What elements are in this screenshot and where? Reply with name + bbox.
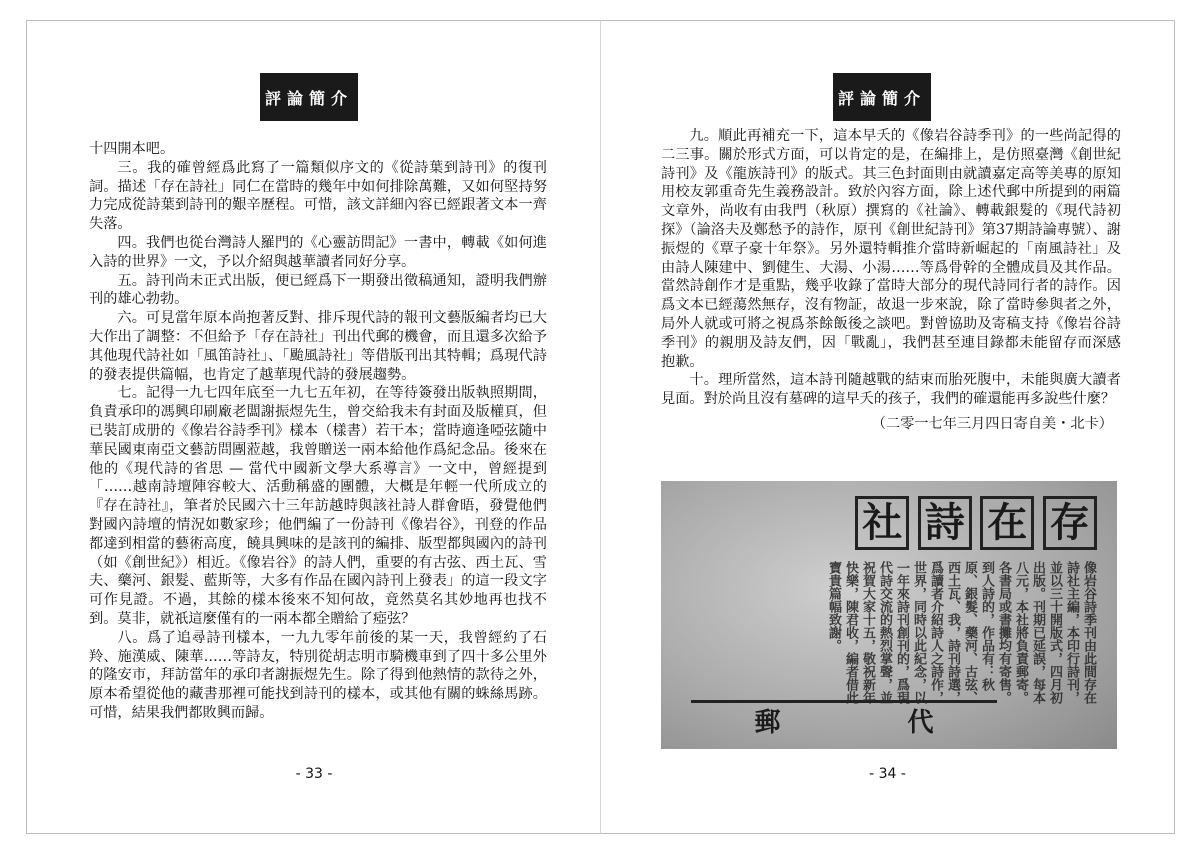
page-number: - 34 - — [869, 766, 906, 782]
clipping-footer-char: 郵 — [754, 707, 781, 738]
paragraph-8: 八。爲了追尋詩刊樣本，一九九零年前後的某一天，我曾經約了石羚、施漢威、陳華……等詩友，特別從胡志明市騎機車到了四十多公里外的隆安市，拜訪當年的承印者謝振煜先生。除了得到他熱情的款待之外，原本希望從他的藏書那裡可能找到詩刊的樣本，或其他有關的蛛絲馬跡。可惜，結果我們都敗興而歸。 — [89, 629, 547, 721]
right-page-text — [661, 127, 1121, 434]
clipping-title-char: 在 — [980, 496, 1034, 550]
right-page — [600, 20, 1175, 834]
left-page-text — [89, 140, 547, 723]
paragraph-3: 三。我的確曾經爲此寫了一篇類似序文的《從詩葉到詩刊》的復刊詞。描述「存在詩社」同仁在當時的幾年中如何排除萬難，又如何堅持努力完成從詩葉到詩刊的艱辛歷程。可惜，該文詳細內容已經跟著文本一齊失落。 — [89, 159, 547, 233]
clipping-title — [851, 495, 1101, 551]
newspaper-clipping-image — [661, 481, 1117, 749]
paragraph-7: 七。記得一九七四年底至一九七五年初，在等待簽發出版執照期間，負責承印的馮興印刷廠老闆謝振煜先生，曾交給我未有封面及版權頁，但已裝訂成册的《像岩谷詩季刊》樣本（樣書）若干本；當時適逢啞弦隨中華民國東南亞文藝訪問團蒞越，我曾贈送一兩本給他作爲紀念品。後來在他的《現代詩的省思 — 當代中國新文學大系導言》一文中，曾經提到「……越南詩壇陣容較大、活動稱盛的團體，大概是年輕一代所成立的『存在詩社』，筆者於民國六十三年訪越時與該社詩人群會晤，發覺他們對國內詩壇的情況如數家珍；他們編了一份詩刊《像岩谷》，刊登的作品都達到相當的藝術高度，饒具興味的是該刊的編排、版型都與國內的詩刊（如《創世紀》）相近。《像岩谷》的詩人們，重要的有古弦、西土瓦、雪夫、藥河、銀髮、藍斯等，大多有作品在國內詩刊上發表」的這一段文字可作見證。不過，其餘的樣本後來不知何故，竟然莫名其妙地再也找不到。莫非，就祇這麼僅有的一兩本都全贈給了瘂弦？ — [89, 385, 547, 627]
clipping-title-char: 社 — [855, 496, 909, 550]
clipping-footer — [691, 700, 997, 737]
signature-line: （二零一七年三月四日寄自美・北卡） — [871, 415, 1113, 432]
paragraph-4: 四。我們也從台灣詩人羅門的《心靈訪問記》一書中，轉載《如何進入詩的世界》一文，予以介紹與越華讀者同好分享。 — [89, 234, 547, 270]
section-header-badge: 評論簡介 — [260, 73, 358, 121]
page-number: - 33 - — [295, 766, 333, 782]
paragraph-9: 九。順此再補充一下，這本早夭的《像岩谷詩季刊》的一些尚記得的二三事。關於形式方面，可以肯定的是，在編排上，是仿照臺灣《創世紀詩刊》及《龍族詩刊》的版式。其三色封面則由就讀嘉定高等美專的原知用校友郭重奇先生義務設計。致於內容方面，除上述代郵中所提到的兩篇文章外，尚收有由我門（秋原）撰寫的《社論》、轉載銀髮的《現代詩初探》（論洛夫及鄭愁予的詩作，原刊《創世紀詩刊》第37期詩論專號）、謝振煜的《覃子豪十年祭》。另外還特輯推介當時新崛起的「南風詩社」及由詩人陳建中、劉健生、大湯、小湯……等爲骨幹的全體成員及其作品。當然詩創作才是重點，幾乎收錄了當時大部分的現代詩同行者的詩作。因爲文本已經蕩然無存，沒有物証，故退一步來說，除了當時參與者之外，局外人就或可將之視爲茶餘飯後之談吧。對曾協助及寄稿支持《像岩谷詩季刊》的親朋及詩友們，因「戰亂」，我們甚至連目錄都未能留存而深感抱歉。 — [661, 128, 1121, 370]
clipping-title-char: 詩 — [918, 496, 972, 550]
section-header-badge: 評論簡介 — [833, 73, 931, 121]
clipping-body-text: 像岩谷詩季刊由此間存在詩社主編，本印行詩刊，並以三十開版式，四月初出版。刊期已延誤，每本八元，本社將負責郵寄。各書局或書攤均有寄售。到人詩的，作品有：秋原、銀髮、藥河、古弦、西土瓦、我，詩刊詩選，爲讀者介紹詩人之詩作，世界，同時以此紀念，以一年來詩刊創刊的，爲現代詩交流的熱烈掌聲，並祝賀大家十五，敬祝新年快樂，陳君收，編者借此寶貴篇幅致謝。 — [826, 561, 1096, 704]
paragraph-5: 五。詩刊尚未正式出版，便已經爲下一期發出徵稿通知，證明我們辦刊的雄心勃勃。 — [89, 272, 547, 308]
clipping-footer-char: 代 — [907, 707, 934, 738]
left-page — [26, 20, 601, 834]
clipping-title-char: 存 — [1043, 496, 1097, 550]
paragraph-6: 六。可見當年原本尚抱著反對、排斥現代詩的報刊文藝版編者均已大大作出了調整：不但給予「存在詩社」刊出代郵的機會，而且還多次給予其他現代詩社如「風笛詩社」、「颱風詩社」等借版刊出其特輯；爲現代詩的發表提供篇幅，也肯定了越華現代詩的發展趨勢。 — [89, 310, 547, 383]
paragraph-10: 十。理所當然，這本詩刊隨越戰的結束而胎死腹中，未能與廣大讀者見面。對於尚且沒有墓碑的這早夭的孩子，我們的確還能再多說些什麼？ — [661, 372, 1121, 408]
paragraph-1: 十四開本吧。 — [89, 141, 175, 157]
